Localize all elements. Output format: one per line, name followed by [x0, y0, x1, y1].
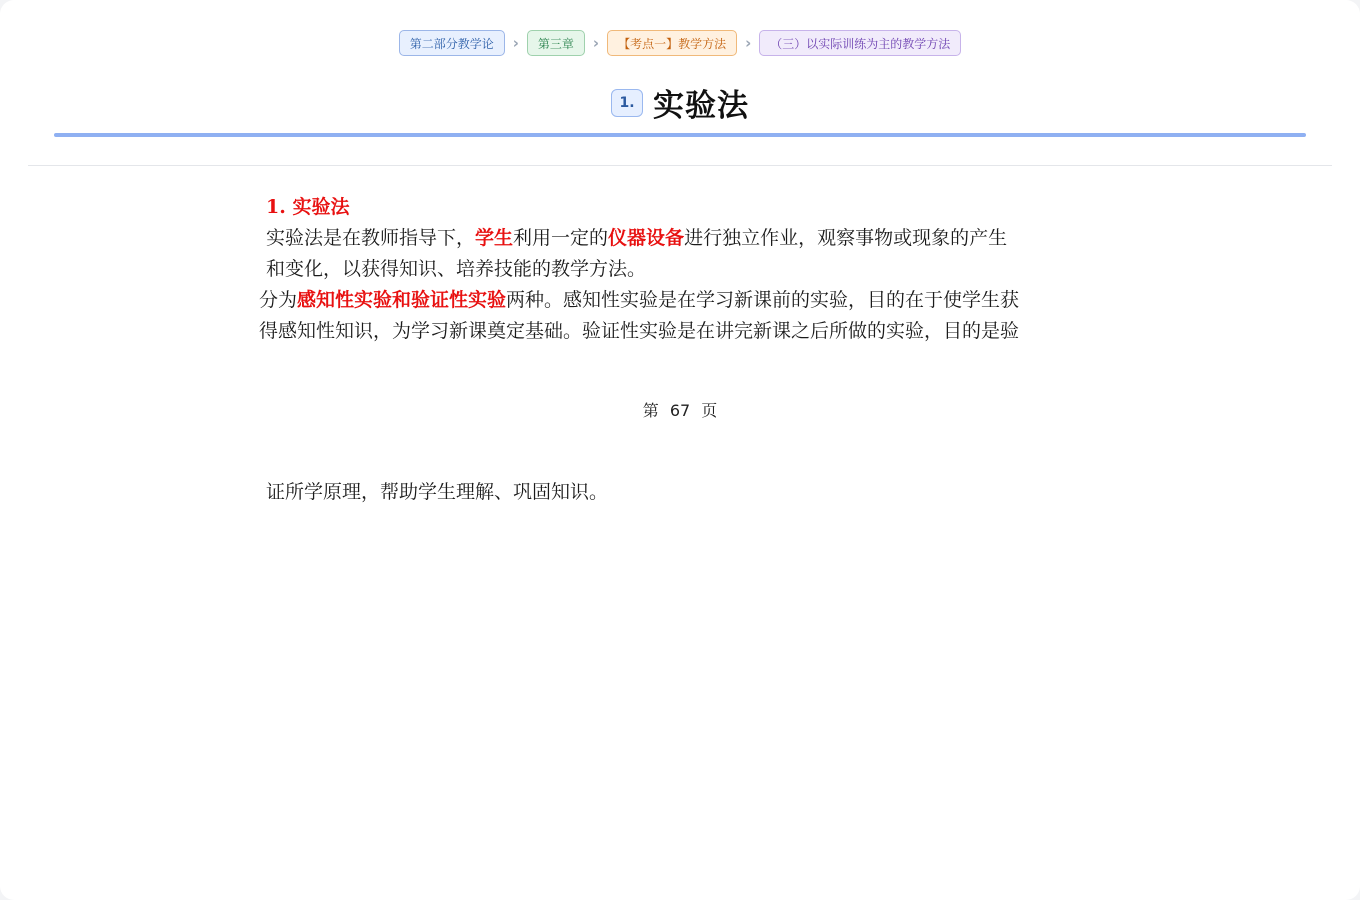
paragraph-line — [266, 254, 646, 285]
breadcrumb-part[interactable]: 第二部分教学论 — [399, 30, 505, 56]
text-run: 进行独立作业，观察事物或现象的产生 — [684, 227, 1008, 249]
text-run: 实验法是在教师指导下， — [266, 227, 476, 249]
content-heading — [266, 192, 349, 223]
highlight-text: 学生 — [475, 227, 514, 249]
paragraph-line — [259, 316, 1019, 347]
page-prefix: 第 — [642, 401, 659, 420]
title-underline — [54, 133, 1306, 137]
breadcrumb-separator-icon: › — [592, 34, 600, 52]
breadcrumb-subsection[interactable]: （三）以实际训练为主的教学方法 — [759, 30, 961, 56]
breadcrumb-key-point[interactable]: 【考点一】教学方法 — [607, 30, 737, 56]
text-run: 和变化，以获得知识、培养技能的教学方法。 — [266, 258, 647, 280]
text-run: 证所学原理，帮助学生理解、巩固知识。 — [266, 481, 609, 503]
breadcrumb-separator-icon: › — [512, 34, 519, 52]
page-title — [0, 80, 1360, 125]
page-number: 67 — [669, 401, 691, 420]
header-divider — [28, 165, 1332, 166]
page-number-footer — [0, 398, 1360, 421]
content-heading-text: 1. 实验法 — [266, 196, 350, 218]
text-run: 分为 — [259, 289, 298, 311]
text-run: 两种。感知性实验是在学习新课前的实验，目的在于使学生获 — [506, 289, 1020, 311]
highlight-text: 感知性实验和验证性实验 — [297, 289, 507, 311]
text-run: 利用一定的 — [513, 227, 609, 249]
highlight-text: 仪器设备 — [608, 227, 685, 249]
paragraph-line — [259, 285, 1019, 316]
text-run: 得感知性知识，为学习新课奠定基础。验证性实验是在讲完新课之后所做的实验，目的是验 — [259, 320, 1020, 342]
breadcrumb — [0, 30, 1360, 56]
breadcrumb-chapter[interactable]: 第三章 — [527, 30, 585, 56]
paragraph-line — [266, 223, 1007, 254]
section-title: 实验法 — [653, 88, 749, 124]
paragraph-line — [266, 477, 608, 508]
section-number-badge: 1. — [611, 89, 643, 117]
breadcrumb-separator-icon: › — [745, 34, 752, 52]
page-suffix: 页 — [701, 401, 718, 420]
